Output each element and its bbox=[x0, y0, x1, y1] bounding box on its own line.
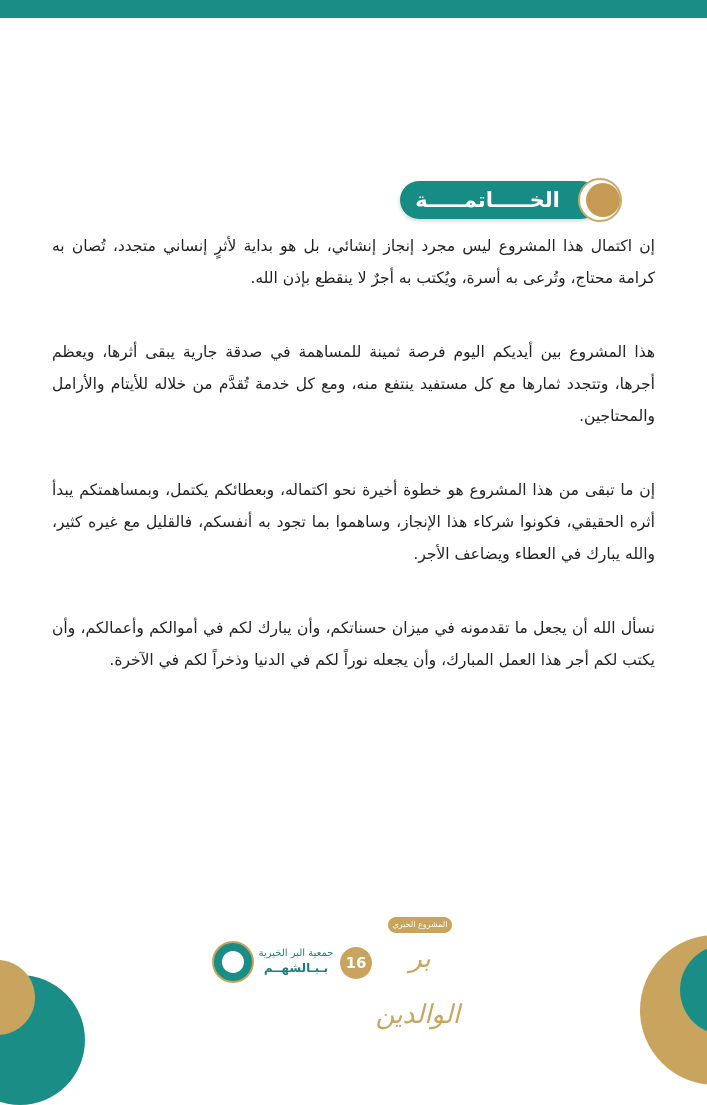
section-title-badge bbox=[400, 178, 622, 222]
paragraph-1: إن اكتمال هذا المشروع ليس مجرد إنجاز إنشائي، بل هو بداية لأثرٍ إنساني متجدد، تُصان به كرامة محتاج، وتُرعى به أسرة، ويُكتب به أجرٌ لا ينقطع بإذن الله. bbox=[52, 237, 655, 287]
paragraph-4: نسأل الله أن يجعل ما تقدمونه في ميزان حسناتكم، وأن يبارك لكم في أموالكم وأعمالكم، وأن يكتب لكم أجر هذا العمل المبارك، وأن يجعله نوراً لكم في الدنيا وذخراً لكم في الآخرة. bbox=[52, 619, 655, 669]
association-name bbox=[258, 947, 334, 976]
page-footer bbox=[0, 905, 707, 1030]
association-name-line2: بـبـالشهــم bbox=[263, 961, 329, 975]
project-name-calligraphy: بر الوالدين bbox=[375, 944, 460, 1030]
association-logo-center bbox=[222, 951, 244, 973]
paragraph-3: إن ما تبقى من هذا المشروع هو خطوة أخيرة نحو اكتماله، وبعطائكم يكتمل، وبمساهمتكم يبدأ أثره الحقيقي، فكونوا شركاء هذا الإنجاز، وساهموا بما تجود به أنفسكم، فالقليل مع غيره كثير، والله يبارك في العطاء ويضاعف الأجر. bbox=[52, 481, 655, 563]
main-content bbox=[52, 230, 655, 718]
title-ornament-icon bbox=[578, 178, 622, 222]
top-accent-bar bbox=[0, 0, 707, 18]
association-logo-icon bbox=[212, 941, 254, 983]
association-name-line1: جمعية البر الخيرية bbox=[258, 948, 334, 959]
paragraph-2: هذا المشروع بين أيديكم اليوم فرصة ثمينة للمساهمة في صدقة جارية يبقى أثرها، ويعظم أجرها، وتتجدد ثمارها مع كل مستفيد ينتفع منه، ومع كل خدمة تُقدَّم من خلاله للأيتام والأرامل والمحتاجين. bbox=[52, 343, 655, 425]
project-badge: المشروع الخيري bbox=[388, 917, 452, 933]
page-number: 16 bbox=[340, 947, 372, 979]
project-logo bbox=[375, 917, 460, 1030]
title-ornament-fill bbox=[586, 183, 620, 217]
section-title: الخـــــاتمـــــة bbox=[415, 188, 560, 212]
